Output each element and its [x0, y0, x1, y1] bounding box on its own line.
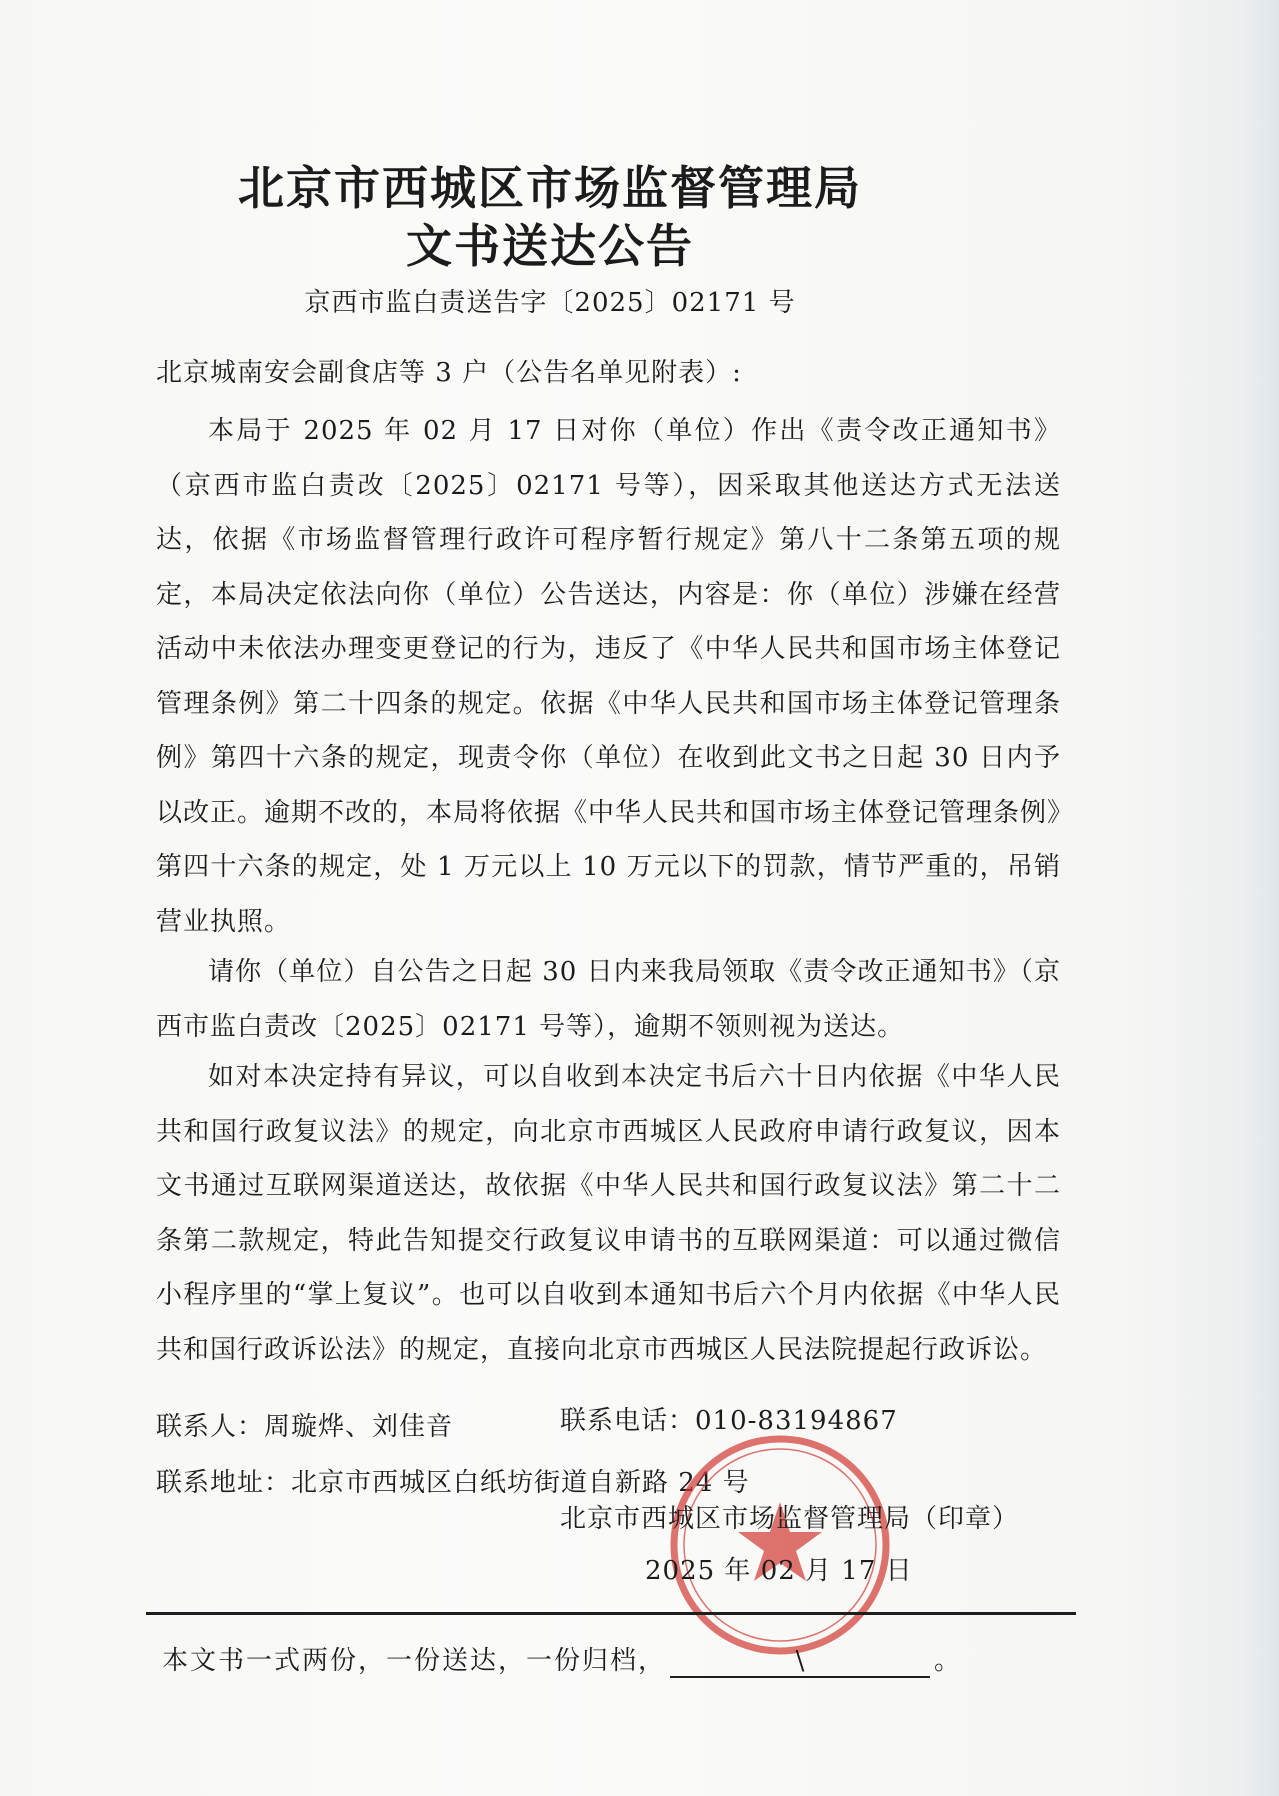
contact-address: 联系地址：北京市西城区白纸坊街道自新路 24 号: [156, 1468, 750, 1498]
document-title: 北京市西城区市场监督管理局: [238, 161, 862, 215]
footer-blank: \: [670, 1646, 930, 1678]
document-subtitle: 文书送达公告: [406, 219, 694, 273]
contact-person: 联系人：周璇烨、刘佳音: [156, 1412, 454, 1442]
contact-phone: 联系电话：010-83194867: [560, 1406, 898, 1436]
footer-note-end: 。: [934, 1646, 963, 1676]
divider-rule: [146, 1612, 1076, 1615]
official-seal-icon: [665, 1430, 895, 1660]
body-paragraph-2: 请你（单位）自公告之日起 30 日内来我局领取《责令改正通知书》（京西市监白责改〔2025〕02171 号等），逾期不领则视为送达。: [156, 957, 1061, 1042]
body-paragraph-3: 如对本决定持有异议，可以自收到本决定书后六十日内依据《中华人民共和国行政复议法》的规定，向北京市西城区人民政府申请行政复议，因本文书通过互联网渠道送达，故依据《中华人民共和国行政复议法》第二十二条第二款规定，特此告知提交行政复议申请书的互联网渠道：可以通过微信小程序里的“掌上复议”。也可以自收到本通知书后六个月内依据《中华人民共和国行政诉讼法》的规定，直接向北京市西城区人民法院提起行政诉讼。: [156, 1062, 1061, 1365]
issuer: 北京市西城区市场监督管理局（印章）: [560, 1504, 1020, 1534]
footer-note-text: 本文书一式两份，一份送达，一份归档，: [162, 1646, 667, 1676]
footer-note: [162, 1640, 962, 1678]
issue-date: 2025 年 02 月 17 日: [645, 1556, 913, 1586]
addressee: 北京城南安会副食店等 3 户（公告名单见附表）:: [156, 358, 742, 388]
document-number: 京西市监白责送告字〔2025〕02171 号: [304, 288, 796, 318]
scan-edge: [1239, 0, 1279, 1796]
body-paragraph-1: 本局于 2025 年 02 月 17 日对你（单位）作出《责令改正通知书》（京西市监白责改〔2025〕02171 号等），因采取其他送达方式无法送达，依据《市场监督管理行政许可程序暂行规定》第八十二条第五项的规定，本局决定依法向你（单位）公告送达，内容是：你（单位）涉嫌在经营活动中未依法办理变更登记的行为，违反了《中华人民共和国市场主体登记管理条例》第二十四条的规定。依据《中华人民共和国市场主体登记管理条例》第四十六条的规定，现责令你（单位）在收到此文书之日起 30 日内予以改正。逾期不改的，本局将依据《中华人民共和国市场主体登记管理条例》第四十六条的规定，处 1 万元以上 10 万元以下的罚款，情节严重的，吊销营业执照。: [156, 416, 1062, 937]
